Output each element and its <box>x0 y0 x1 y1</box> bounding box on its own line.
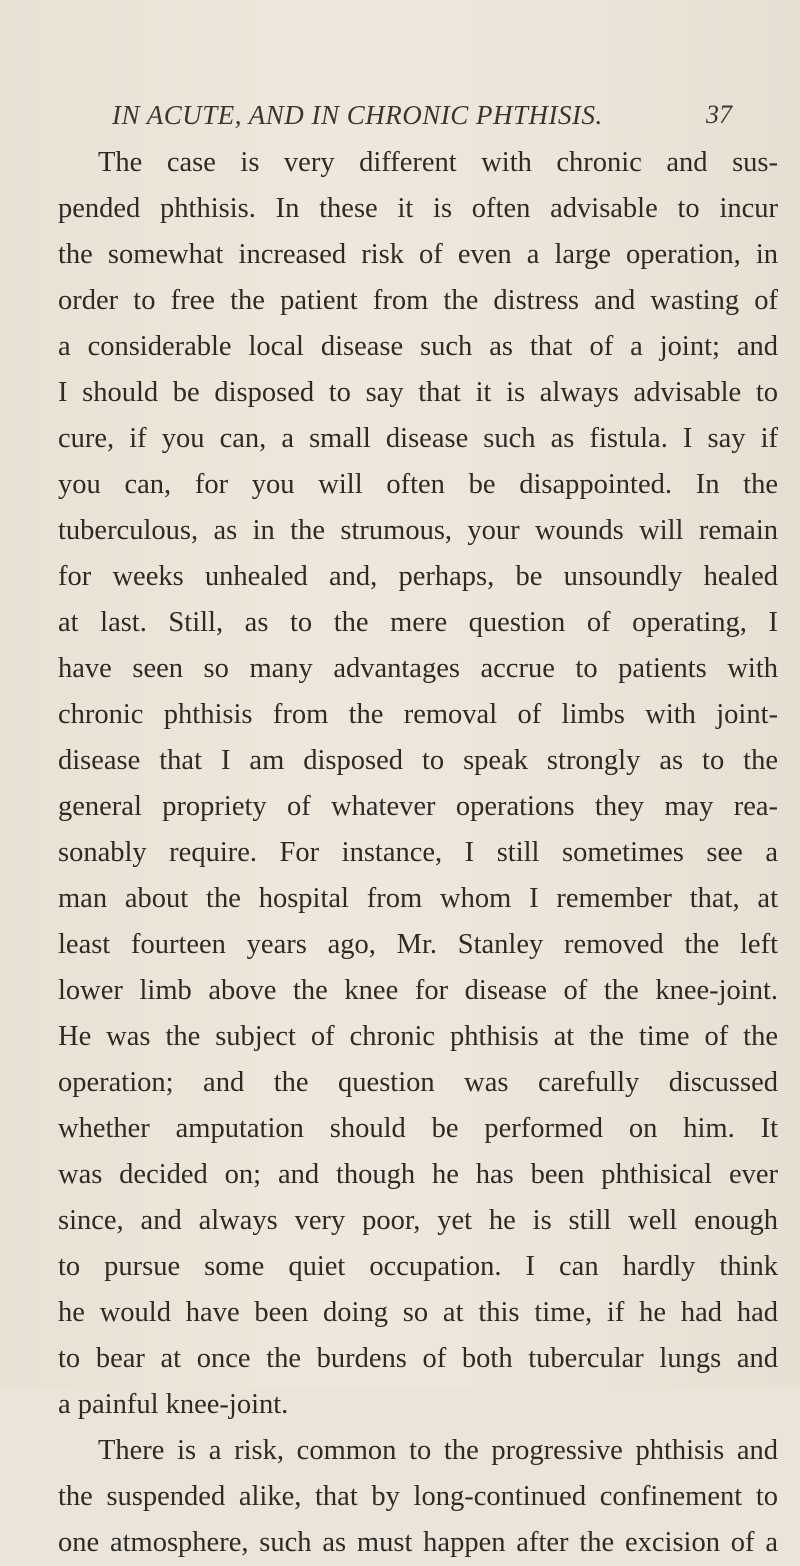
running-title: IN ACUTE, AND IN CHRONIC PHTHISIS. <box>112 100 603 130</box>
text-line: to pursue some quiet occupation. I can hardly think <box>58 1251 778 1282</box>
text-line: have seen so many advantages accrue to patients with <box>58 653 778 684</box>
text-line: There is a risk, common to the progressive phthisis and <box>98 1435 778 1466</box>
text-line: a considerable local disease such as that of a joint; and <box>58 331 778 362</box>
text-line: at last. Still, as to the mere question of operating, I <box>58 607 778 638</box>
text-line: you can, for you will often be disappointed. In the <box>58 469 778 500</box>
text-line: since, and always very poor, yet he is still well enough <box>58 1205 778 1236</box>
text-line: one atmosphere, such as must happen after the excision of a <box>58 1527 778 1558</box>
text-line: the suspended alike, that by long-continued confinement to <box>58 1481 778 1512</box>
page-number: 37 <box>706 100 732 129</box>
text-line: I should be disposed to say that it is always advisable to <box>58 377 778 408</box>
text-line: pended phthisis. In these it is often advisable to incur <box>58 193 778 224</box>
text-line: lower limb above the knee for disease of the knee-joint. <box>58 975 778 1006</box>
text-line: disease that I am disposed to speak strongly as to the <box>58 745 778 776</box>
text-line: for weeks unhealed and, perhaps, be unsoundly healed <box>58 561 778 592</box>
text-line: sonably require. For instance, I still sometimes see a <box>58 837 778 868</box>
paragraph <box>58 1428 778 1566</box>
text-line: general propriety of whatever operations they may rea- <box>58 791 778 822</box>
text-line: to bear at once the burdens of both tubercular lungs and <box>58 1343 778 1374</box>
body-text <box>58 140 778 1566</box>
text-line: The case is very different with chronic and sus- <box>98 147 778 178</box>
text-line: cure, if you can, a small disease such as fistula. I say if <box>58 423 778 454</box>
paragraph <box>58 140 778 1428</box>
text-line: the somewhat increased risk of even a large operation, in <box>58 239 778 270</box>
running-head <box>112 100 732 134</box>
text-line: was decided on; and though he has been phthisical ever <box>58 1159 778 1190</box>
text-line: whether amputation should be performed on him. It <box>58 1113 778 1144</box>
text-line: least fourteen years ago, Mr. Stanley removed the left <box>58 929 778 960</box>
text-line: operation; and the question was carefully discussed <box>58 1067 778 1098</box>
text-line: He was the subject of chronic phthisis at the time of the <box>58 1021 778 1052</box>
text-line: he would have been doing so at this time, if he had had <box>58 1297 778 1328</box>
text-line: a painful knee-joint. <box>58 1389 289 1420</box>
text-line: chronic phthisis from the removal of limbs with joint- <box>58 699 778 730</box>
text-line: man about the hospital from whom I remember that, at <box>58 883 778 914</box>
text-line: order to free the patient from the distress and wasting of <box>58 285 778 316</box>
text-line: tuberculous, as in the strumous, your wounds will remain <box>58 515 778 546</box>
